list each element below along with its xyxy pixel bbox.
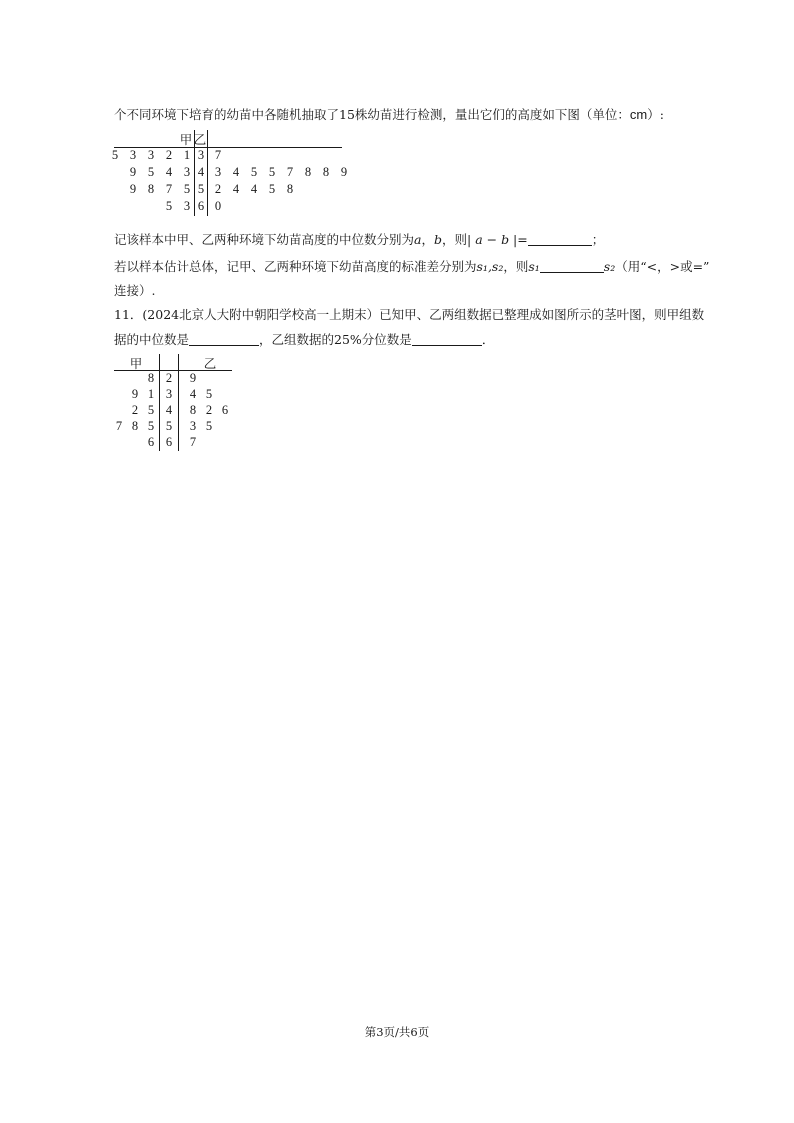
leaf-right: 9 bbox=[189, 371, 197, 385]
s2: s₂ bbox=[603, 259, 616, 274]
var-b: b bbox=[433, 232, 442, 247]
q10-median-text: 记该样本中甲、乙两种环境下幼苗高度的中位数分别为 bbox=[114, 232, 415, 247]
stem-value: 4 bbox=[197, 165, 205, 179]
q10-median-end: ； bbox=[591, 232, 605, 247]
q10-intro-line bbox=[114, 106, 664, 124]
q11-percentile-text: ，乙组数据的25%分位数是 bbox=[259, 332, 412, 347]
abs-diff-expression: | a − b |= bbox=[467, 232, 528, 247]
answer-blank-abs-diff[interactable] bbox=[528, 232, 592, 246]
leaf-right: 4 bbox=[250, 182, 258, 196]
leaf-left: 1 bbox=[147, 387, 155, 401]
leaf-right: 4 bbox=[232, 165, 240, 179]
leaf-left: 5 bbox=[147, 165, 155, 179]
var-a: a bbox=[414, 232, 422, 247]
stem-value: 6 bbox=[165, 435, 173, 449]
stem-value: 3 bbox=[165, 387, 173, 401]
q11-line-end: ． bbox=[481, 332, 495, 347]
q10-median-line bbox=[114, 231, 604, 249]
stem-value: 5 bbox=[165, 419, 173, 433]
q10-unit: cm bbox=[629, 107, 648, 122]
leaf-left: 8 bbox=[147, 371, 155, 385]
leaf-right: 7 bbox=[189, 435, 197, 449]
q10-median-text-b: ，则 bbox=[442, 232, 468, 247]
q11-question-text: 11．(2024北京人大附中朝阳学校高一上期末）已知甲、乙两组数据已整理成如图所示的茎叶图，则甲组数 bbox=[114, 307, 705, 322]
leaf-right: 3 bbox=[189, 419, 197, 433]
stem-divider-left bbox=[159, 354, 160, 451]
stem-leaf-plot-1 bbox=[111, 130, 348, 220]
leaf-right: 9 bbox=[340, 165, 348, 179]
leaf-right: 3 bbox=[214, 165, 222, 179]
leaf-right: 7 bbox=[286, 165, 294, 179]
leaf-right: 5 bbox=[205, 419, 213, 433]
leaf-right: 5 bbox=[268, 165, 276, 179]
leaf-right: 2 bbox=[205, 403, 213, 417]
stem-value: 6 bbox=[197, 199, 205, 213]
leaf-right: 6 bbox=[221, 403, 229, 417]
leaf-left: 8 bbox=[147, 182, 155, 196]
leaf-left: 9 bbox=[129, 165, 137, 179]
leaf-left: 3 bbox=[183, 199, 191, 213]
q10-connect-text: 连接）. bbox=[114, 283, 156, 298]
answer-blank-std-compare[interactable] bbox=[540, 259, 604, 273]
stem-divider-right bbox=[207, 130, 208, 216]
leaf-right: 7 bbox=[214, 148, 222, 162]
stem-value: 4 bbox=[165, 403, 173, 417]
leaf-right: 8 bbox=[322, 165, 330, 179]
leaf-left: 2 bbox=[165, 148, 173, 162]
q10-connect-line bbox=[114, 282, 155, 300]
leaf-right: 8 bbox=[304, 165, 312, 179]
right-header: 乙 bbox=[193, 133, 207, 147]
stem-value: 3 bbox=[197, 148, 205, 162]
q10-std-text: 若以样本估计总体，记甲、乙两种环境下幼苗高度的标准差分别为 bbox=[114, 259, 477, 274]
q10-std-text-b: ，则 bbox=[503, 259, 529, 274]
leaf-left: 5 bbox=[147, 419, 155, 433]
leaf-left: 3 bbox=[147, 148, 155, 162]
page-footer: 第3页/共6页 bbox=[364, 1025, 430, 1039]
leaf-right: 5 bbox=[268, 182, 276, 196]
left-header: 甲 bbox=[129, 357, 143, 371]
leaf-left: 5 bbox=[165, 199, 173, 213]
answer-blank-percentile[interactable] bbox=[412, 332, 482, 346]
leaf-right: 8 bbox=[189, 403, 197, 417]
q10-std-end: （用“<，>或=” bbox=[615, 259, 710, 274]
leaf-right: 4 bbox=[189, 387, 197, 401]
leaf-left: 3 bbox=[183, 165, 191, 179]
leaf-right: 5 bbox=[250, 165, 258, 179]
q11-line-1 bbox=[114, 306, 704, 324]
comma: ， bbox=[421, 232, 434, 247]
q10-intro-text: 个不同环境下培育的幼苗中各随机抽取了15株幼苗进行检测，量出它们的高度如下图（单位： bbox=[114, 107, 630, 122]
q10-std-line bbox=[114, 258, 709, 276]
leaf-right: 2 bbox=[214, 182, 222, 196]
q10-intro-end: ）: bbox=[647, 107, 664, 122]
stem-value: 5 bbox=[197, 182, 205, 196]
leaf-left: 3 bbox=[129, 148, 137, 162]
s-pair: s₁,s₂ bbox=[476, 259, 504, 274]
leaf-left: 6 bbox=[147, 435, 155, 449]
stem-divider-right bbox=[178, 354, 179, 451]
leaf-right: 0 bbox=[214, 199, 222, 213]
stem-leaf-plot-2 bbox=[114, 354, 244, 450]
leaf-left: 5 bbox=[183, 182, 191, 196]
leaf-left: 9 bbox=[129, 182, 137, 196]
leaf-left: 4 bbox=[165, 165, 173, 179]
q11-median-text: 据的中位数是 bbox=[114, 332, 190, 347]
leaf-left: 7 bbox=[115, 419, 123, 433]
s1: s₁ bbox=[528, 259, 540, 274]
right-header: 乙 bbox=[203, 357, 217, 371]
stem-value: 2 bbox=[165, 371, 173, 385]
q11-line-2 bbox=[114, 331, 494, 349]
leaf-left: 5 bbox=[147, 403, 155, 417]
leaf-left: 8 bbox=[131, 419, 139, 433]
leaf-left: 9 bbox=[131, 387, 139, 401]
answer-blank-median[interactable] bbox=[189, 332, 259, 346]
left-header: 甲 bbox=[179, 133, 193, 147]
leaf-right: 8 bbox=[286, 182, 294, 196]
leaf-left: 5 bbox=[111, 148, 119, 162]
leaf-left: 2 bbox=[131, 403, 139, 417]
leaf-right: 4 bbox=[232, 182, 240, 196]
leaf-right: 5 bbox=[205, 387, 213, 401]
leaf-left: 1 bbox=[183, 148, 191, 162]
leaf-left: 7 bbox=[165, 182, 173, 196]
